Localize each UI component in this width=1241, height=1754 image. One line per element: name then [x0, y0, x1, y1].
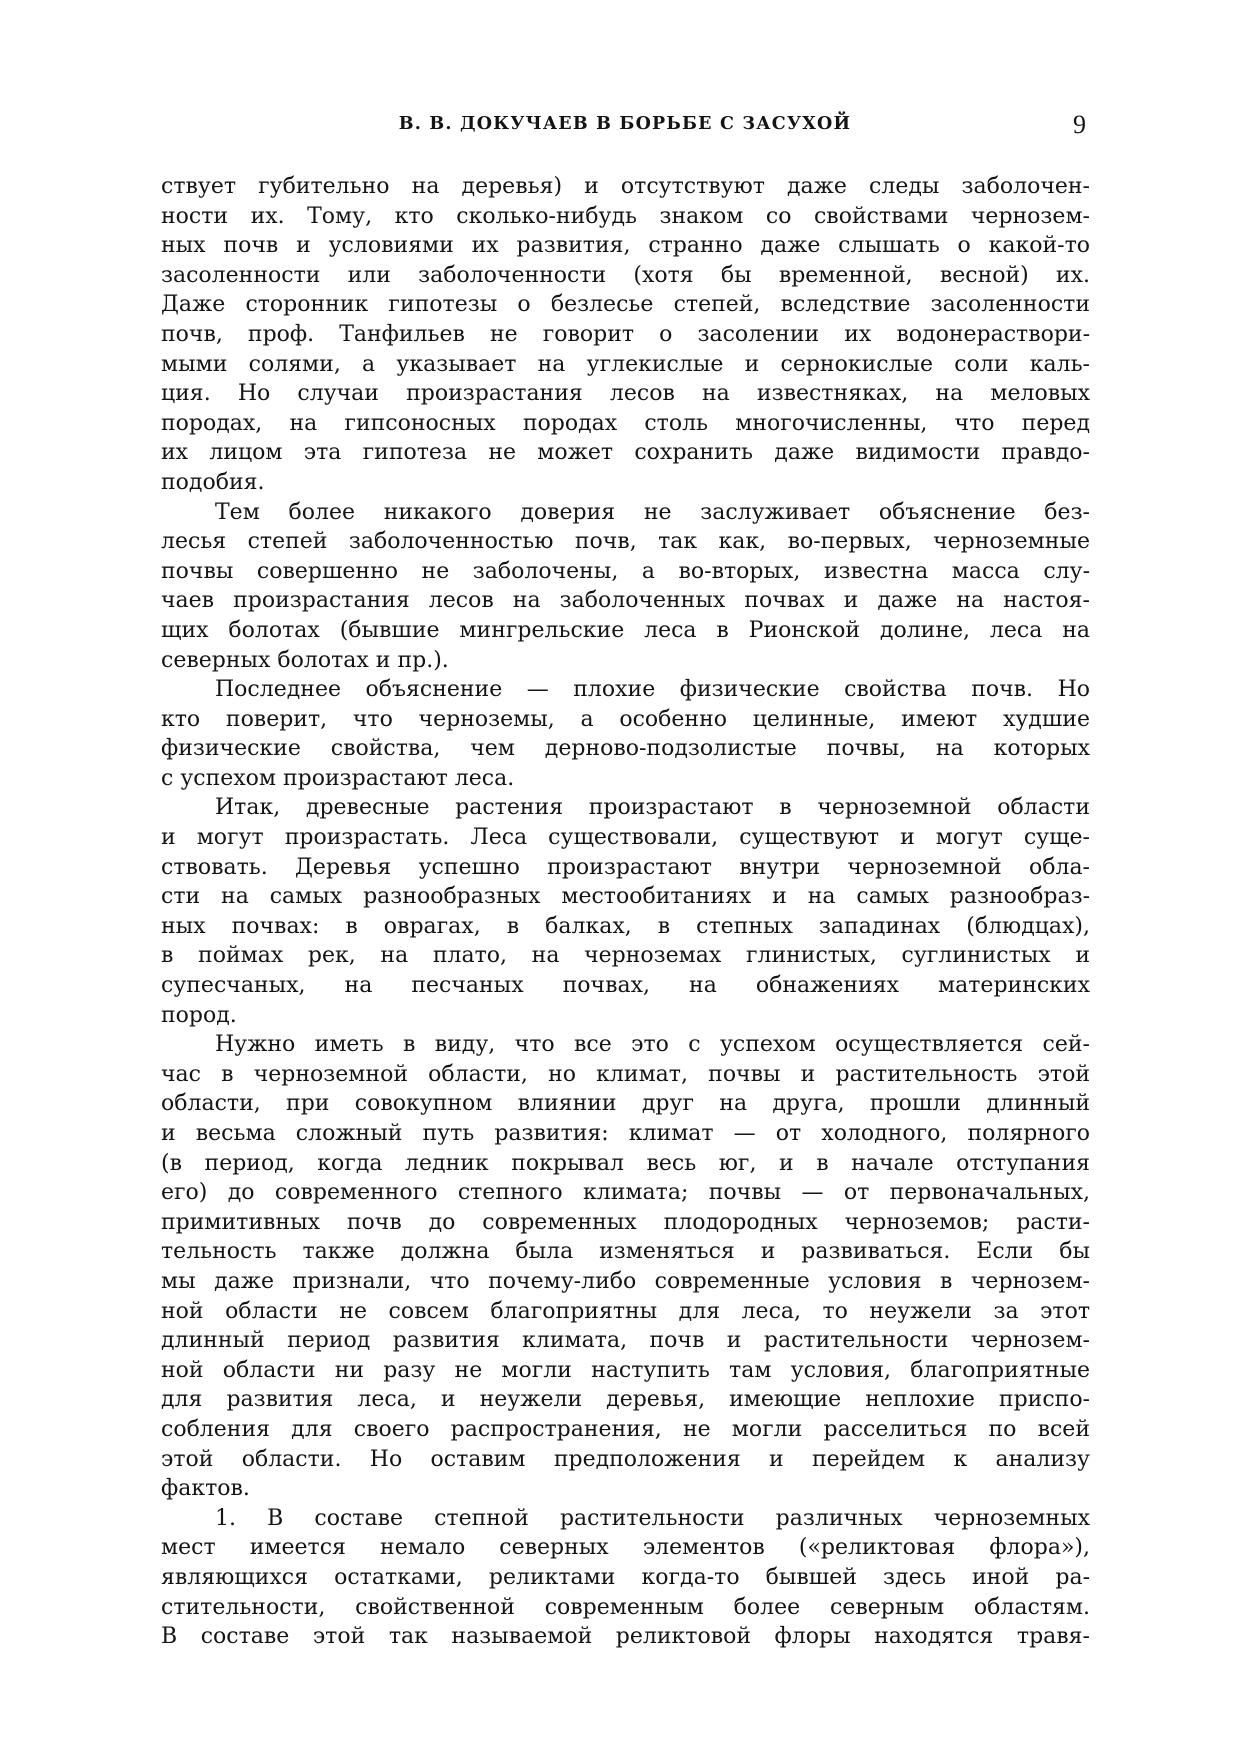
text-line: ных почвах: в оврагах, в балках, в степных западинах (блюдцах),: [161, 913, 1090, 939]
text-line: мест имеется немало северных элементов («реликтовая флора»),: [161, 1535, 1090, 1561]
text-line: собления для своего распространения, не могли расселиться по всей: [161, 1416, 1090, 1442]
paragraph: [161, 793, 1090, 1030]
text-line: час в черноземной области, но климат, почвы и растительность этой: [161, 1061, 1090, 1087]
text-line: ствовать. Деревья успешно произрастают внутри черноземной обла-: [161, 854, 1090, 880]
paragraph: [161, 1504, 1090, 1652]
running-title: В. В. ДОКУЧАЕВ В БОРЬБЕ С ЗАСУХОЙ: [398, 114, 852, 134]
text-line: для развития леса, и неужели деревья, имеющие неплохие приспо-: [161, 1387, 1090, 1413]
text-line: пород.: [161, 1002, 237, 1028]
text-line: лесья степей заболоченностью почв, так как, во-первых, черноземные: [161, 529, 1090, 555]
text-line: почв, проф. Танфильев не говорит о засолении их водонераствори-: [161, 321, 1090, 347]
running-header: [160, 110, 1090, 144]
text-line: кто поверит, что черноземы, а особенно целинные, имеют худшие: [161, 706, 1090, 732]
text-line: и могут произрастать. Леса существовали, существуют и могут суще-: [161, 825, 1090, 851]
text-line: его) до современного степного климата; почвы — от первоначальных,: [161, 1180, 1090, 1206]
text-line: чаев произрастания лесов на заболоченных почвах и даже на настоя-: [161, 588, 1090, 614]
text-line: ности их. Тому, кто сколько-нибудь знаком со свойствами чернозем-: [161, 203, 1090, 229]
text-line: мыми солями, а указывает на углекислые и сернокислые соли каль-: [161, 351, 1090, 377]
text-line: Последнее объяснение — плохие физические свойства почв. Но: [215, 677, 1090, 703]
text-line: Нужно иметь в виду, что все это с успехом осуществляется сей-: [215, 1032, 1090, 1058]
text-line: ных почв и условиями их развития, странно даже слышать о какой-то: [161, 233, 1090, 259]
body-text: [161, 172, 1090, 1652]
text-line: мы даже признали, что почему-либо современные условия в чернозем-: [161, 1268, 1090, 1294]
text-line: стительности, свойственной современным более северным областям.: [161, 1594, 1090, 1620]
text-line: ной области не совсем благоприятны для леса, то неужели за этот: [161, 1298, 1090, 1324]
text-line: их лицом эта гипотеза не может сохранить даже видимости правдо-: [161, 440, 1090, 466]
text-line: породах, на гипсоносных породах столь многочисленны, что перед: [161, 410, 1090, 436]
text-line: супесчаных, на песчаных почвах, на обнажениях материнских: [161, 973, 1090, 999]
text-line: Итак, древесные растения произрастают в черноземной области: [215, 795, 1090, 821]
text-line: физические свойства, чем дерново-подзолистые почвы, на которых: [161, 736, 1090, 762]
text-line: подобия.: [161, 469, 265, 495]
text-line: ствует губительно на деревья) и отсутствуют даже следы заболочен-: [161, 174, 1090, 199]
text-line: Даже сторонник гипотезы о безлесье степей, вследствие засоленности: [161, 292, 1090, 318]
text-line: (в период, когда ледник покрывал весь юг, и в начале отступания: [161, 1150, 1090, 1176]
text-line: примитивных почв до современных плодородных черноземов; расти-: [161, 1209, 1090, 1235]
text-line: почвы совершенно не заболочены, а во-вторых, известна масса слу-: [161, 558, 1090, 584]
text-line: Тем более никакого доверия не заслуживает объяснение без-: [215, 499, 1090, 525]
paragraph: [161, 1030, 1090, 1504]
paragraph: [161, 675, 1090, 793]
paragraph: [161, 172, 1090, 498]
page-number: 9: [1073, 110, 1086, 139]
text-line: и весьма сложный путь развития: климат — от холодного, полярного: [161, 1121, 1090, 1146]
text-line: щих болотах (бывшие мингрельские леса в Рионской долине, леса на: [161, 617, 1090, 643]
text-line: длинный период развития климата, почв и растительности чернозем-: [161, 1328, 1090, 1354]
text-line: В составе этой так называемой реликтовой флоры находятся травя-: [161, 1624, 1090, 1650]
text-line: области, при совокупном влиянии друг на друга, прошли длинный: [161, 1091, 1090, 1117]
text-line: сти на самых разнообразных местообитаниях и на самых разнообраз-: [161, 884, 1090, 910]
text-line: ной области ни разу не могли наступить там условия, благоприятные: [161, 1357, 1090, 1383]
text-line: этой области. Но оставим предположения и перейдем к анализу: [161, 1446, 1090, 1472]
text-line: тельность также должна была изменяться и развиваться. Если бы: [161, 1239, 1090, 1265]
text-line: являющихся остатками, реликтами когда-то бывшей здесь иной ра-: [161, 1564, 1090, 1590]
text-line: в поймах рек, на плато, на черноземах глинистых, суглинистых и: [161, 943, 1090, 969]
text-line: ция. Но случаи произрастания лесов на известняках, на меловых: [161, 381, 1090, 407]
text-line: северных болотах и пр.).: [161, 647, 449, 673]
text-line: засоленности или заболоченности (хотя бы временной, весной) их.: [161, 262, 1090, 288]
paragraph: [161, 498, 1090, 676]
text-line: с успехом произрастают леса.: [161, 765, 515, 791]
text-line: фактов.: [161, 1476, 250, 1502]
text-line: 1. В составе степной растительности различных черноземных: [215, 1505, 1090, 1531]
